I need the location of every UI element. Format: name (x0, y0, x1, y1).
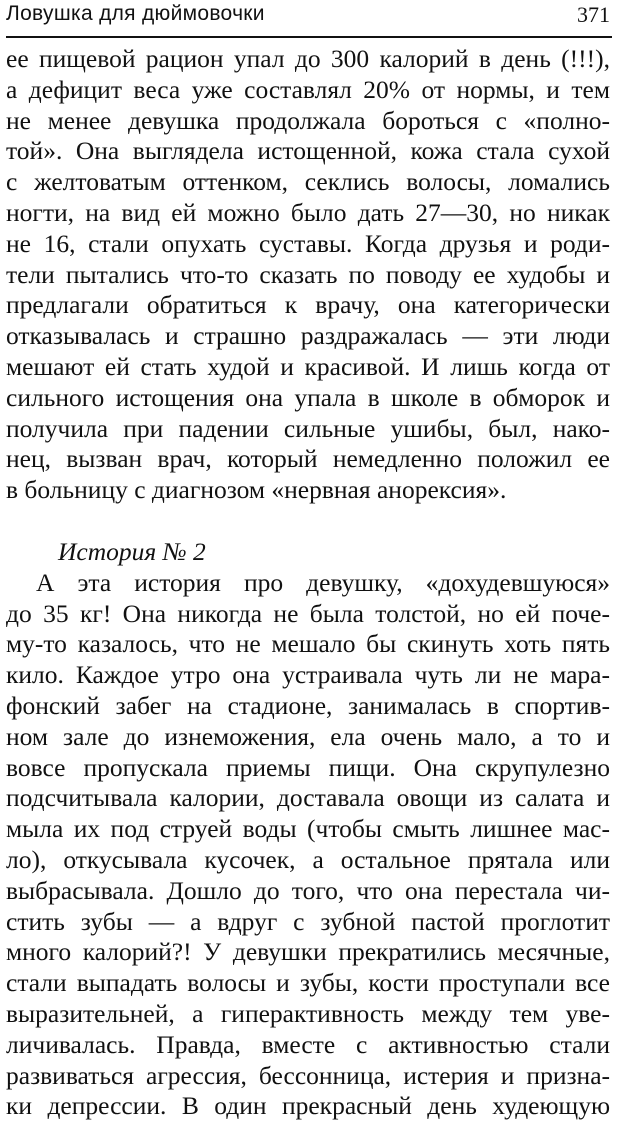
page-body (6, 44, 610, 1122)
text-line: фонский забег на стадионе, занималась в спортив- (6, 690, 610, 720)
paragraph-2 (6, 568, 610, 1122)
text-line: нец, вызван врач, который немедленно положил ее (6, 444, 610, 474)
paragraph-gap (6, 506, 610, 537)
text-line: до 35 кг! Она никогда не была толстой, но ей поче- (6, 598, 610, 628)
text-line: мешают ей стать худой и красивой. И лишь когда от (6, 351, 610, 381)
text-line: в больницу с диагнозом «нервная анорексия». (6, 475, 507, 505)
text-line: а дефицит веса уже составлял 20% от нормы, и тем (6, 74, 610, 104)
page-header (6, 0, 612, 38)
text-line: получила при падении сильные ушибы, был, нако- (6, 413, 610, 443)
text-line: подсчитывала калории, доставала овощи из салата и (6, 783, 610, 813)
paragraph-1 (6, 44, 610, 506)
text-line: ки депрессии. В один прекрасный день худеющую (6, 1091, 610, 1121)
page-number: 371 (577, 2, 610, 27)
text-line: ло), откусывала кусочек, а остальное прятала или (6, 844, 610, 874)
text-line: личивалась. Правда, вместе с активностью стали (6, 1029, 610, 1059)
running-title: Ловушка для дюймовочки (6, 2, 265, 25)
text-line: ногти, на вид ей можно было дать 27—30, но никак (6, 197, 610, 227)
text-line: му-то казалось, что не мешало бы скинуть хоть пять (6, 629, 610, 659)
text-line: сильного истощения она упала в школе в обморок и (6, 382, 610, 412)
text-line: предлагали обратиться к врачу, она категорически (6, 290, 610, 320)
text-line: мыла их под струей воды (чтобы смыть лишнее мас- (6, 814, 610, 844)
text-line: ее пищевой рацион упал до 300 калорий в день (!!!), (6, 44, 610, 73)
text-line: выбрасывала. Дошло до того, что она перестала чи- (6, 875, 610, 905)
text-line: кило. Каждое утро она устраивала чуть ли не мара- (6, 660, 610, 690)
text-line: той». Она выглядела истощенной, кожа стала сухой (6, 136, 610, 166)
text-line: много калорий?! У девушки прекратились месячные, (6, 937, 610, 967)
text-line: тели пытались что-то сказать по поводу ее худобы и (6, 259, 610, 289)
text-line: с желтоватым оттенком, секлись волосы, ломались (6, 167, 610, 197)
text-line: развиваться агрессия, бессонница, истерия и призна- (6, 1060, 610, 1090)
text-line: вовсе пропускала приемы пищи. Она скрупулезно (6, 752, 610, 782)
text-line: не 16, стали опухать суставы. Когда друзья и роди- (6, 228, 610, 258)
text-line: отказывалась и страшно раздражалась — эти люди (6, 321, 610, 351)
text-line: ном зале до изнеможения, ела очень мало, а то и (6, 721, 610, 751)
text-line: стали выпадать волосы и зубы, кости проступали все (6, 968, 610, 998)
text-line: не менее девушка продолжала бороться с «полно- (6, 105, 610, 135)
text-line: выразительней, а гиперактивность между тем уве- (6, 998, 610, 1028)
story-subheading: История № 2 (58, 536, 206, 566)
text-line: А эта история про девушку, «дохудевшуюся» (36, 567, 610, 597)
text-line: стить зубы — а вдруг с зубной пастой проглотит (6, 906, 610, 936)
